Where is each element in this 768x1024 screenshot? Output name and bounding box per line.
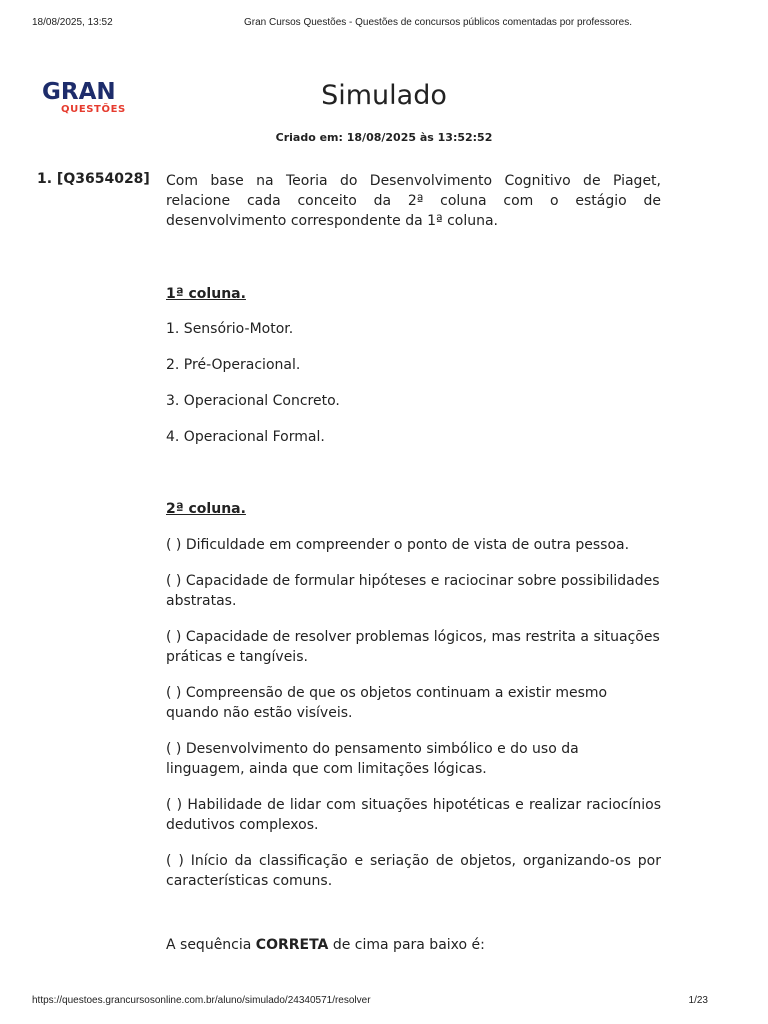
column2-item: ( ) Habilidade de lidar com situações hipotéticas e realizar raciocínios dedutivos complexos. — [166, 797, 661, 833]
print-datetime: 18/08/2025, 13:52 — [32, 17, 113, 28]
page-number: 1/23 — [688, 995, 708, 1006]
question-statement: Com base na Teoria do Desenvolvimento Cognitivo de Piaget, relacione cada conceito da 2ª coluna com o estágio de desenvolvimento correspondente da 1ª coluna. — [166, 173, 661, 229]
column2-item: ( ) Desenvolvimento do pensamento simbólico e do uso da linguagem, ainda que com limitações lógicas. — [166, 741, 579, 777]
column2-item: ( ) Capacidade de formular hipóteses e raciocinar sobre possibilidades abstratas. — [166, 573, 660, 609]
sequence-prefix: A sequência — [166, 937, 256, 953]
print-page-title: Gran Cursos Questões - Questões de concursos públicos comentadas por professores. — [244, 17, 632, 28]
sequence-bold: CORRETA — [255, 937, 329, 953]
print-header — [32, 17, 736, 31]
print-url: https://questoes.grancursosonline.com.br/aluno/simulado/24340571/resolver — [32, 995, 371, 1006]
column2-heading: 2ª coluna. — [166, 501, 246, 517]
question-number: 1. [Q3654028] — [37, 171, 150, 187]
created-timestamp: Criado em: 18/08/2025 às 13:52:52 — [275, 131, 493, 144]
sequence-prompt — [166, 935, 661, 955]
column1-item: 3. Operacional Concreto. — [166, 393, 340, 409]
logo-brand: GRAN — [42, 79, 116, 105]
column2-item: ( ) Compreensão de que os objetos continuam a existir mesmo quando não estão visíveis. — [166, 685, 608, 721]
sequence-suffix: de cima para baixo é: — [328, 937, 485, 953]
column1-item: 2. Pré-Operacional. — [166, 357, 301, 373]
logo-sub: QUESTÕES — [61, 104, 126, 115]
column1-heading: 1ª coluna. — [166, 286, 246, 302]
column1-item: 1. Sensório-Motor. — [166, 321, 294, 337]
column2-item: ( ) Capacidade de resolver problemas lógicos, mas restrita a situações práticas e tangíveis. — [166, 629, 660, 665]
print-footer — [32, 995, 736, 1009]
page-title: Simulado — [321, 80, 447, 111]
column1-item: 4. Operacional Formal. — [166, 429, 325, 445]
column2-item: ( ) Início da classificação e seriação de objetos, organizando-os por características comuns. — [166, 853, 661, 889]
column2-item: ( ) Dificuldade em compreender o ponto de vista de outra pessoa. — [166, 537, 630, 553]
